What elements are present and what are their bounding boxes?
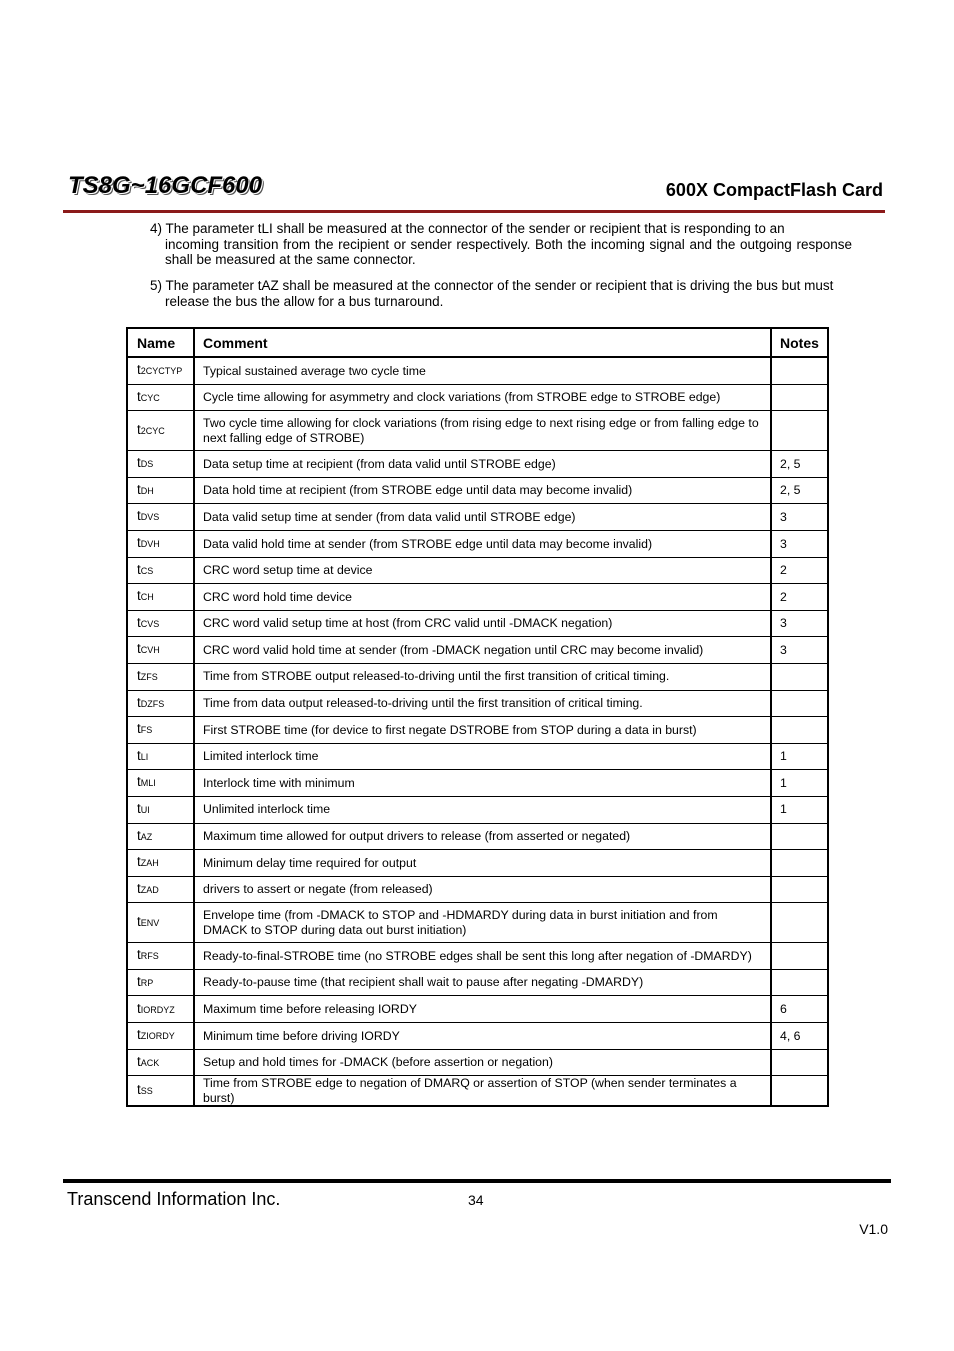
table-row — [127, 384, 828, 411]
param-notes — [771, 384, 828, 411]
table-row — [127, 663, 828, 690]
param-comment: Data valid hold time at sender (from STROBE edge until data may become invalid) — [194, 530, 771, 557]
param-comment: Data hold time at recipient (from STROBE edge until data may become invalid) — [194, 477, 771, 504]
param-comment: Time from STROBE edge to negation of DMARQ or assertion of STOP (when sender terminates a burst) — [194, 1076, 771, 1107]
table-row — [127, 557, 828, 584]
param-comment: Envelope time (from -DMACK to STOP and -HDMARDY during data in burst initiation and from DMACK to STOP during data out burst initiation) — [194, 903, 771, 943]
param-subscript: RFS — [140, 951, 159, 962]
param-subscript: DZFS — [140, 698, 165, 709]
param-notes — [771, 943, 828, 970]
table-row — [127, 1076, 828, 1107]
table-row — [127, 770, 828, 797]
param-notes: 2, 5 — [771, 477, 828, 504]
param-subscript: UI — [140, 804, 150, 815]
footer-divider — [63, 1179, 891, 1183]
param-subscript: ZFS — [140, 671, 158, 682]
param-symbol: t — [137, 774, 141, 790]
table-row — [127, 823, 828, 850]
table-body — [127, 357, 828, 1106]
param-name-cell — [127, 690, 194, 717]
param-comment: Minimum time before driving IORDY — [194, 1023, 771, 1050]
param-notes: 1 — [771, 743, 828, 770]
param-name-cell — [127, 504, 194, 531]
table-row — [127, 357, 828, 384]
table-row — [127, 1049, 828, 1076]
param-subscript: DS — [140, 459, 154, 470]
param-symbol: t — [137, 1000, 141, 1016]
page-number: 34 — [468, 1192, 484, 1208]
param-notes — [771, 357, 828, 384]
document-subtitle: 600X CompactFlash Card — [665, 180, 883, 200]
param-comment: Maximum time allowed for output drivers to release (from asserted or negated) — [194, 823, 771, 850]
param-subscript: RP — [140, 977, 154, 988]
param-name-cell — [127, 943, 194, 970]
param-notes — [771, 1076, 828, 1107]
param-symbol: t — [137, 947, 141, 963]
param-symbol: t — [137, 827, 141, 843]
param-name-cell — [127, 1023, 194, 1050]
table-row — [127, 850, 828, 877]
param-name-cell — [127, 477, 194, 504]
param-subscript: CVH — [140, 645, 160, 656]
param-symbol: t — [137, 388, 141, 404]
param-symbol: t — [137, 421, 141, 437]
note-4-rest: incoming transition from the recipient or sender respectively. Both the incoming signal and the outgoing response shall be measured at the same connector. — [165, 236, 852, 267]
table-row — [127, 637, 828, 664]
param-comment: First STROBE time (for device to first negate DSTROBE from STOP during a data in burst) — [194, 717, 771, 744]
param-symbol: t — [137, 914, 141, 930]
param-comment: Minimum delay time required for output — [194, 850, 771, 877]
table-row — [127, 411, 828, 451]
param-symbol: t — [137, 362, 141, 378]
param-name-cell — [127, 451, 194, 478]
param-notes: 3 — [771, 610, 828, 637]
note-5-first-line: 5) The parameter tAZ shall be measured at the connector of the sender or recipient that is driving the bus but must — [150, 278, 834, 293]
param-name-cell — [127, 637, 194, 664]
param-notes — [771, 876, 828, 903]
table-row — [127, 969, 828, 996]
param-comment: Time from STROBE output released-to-driving until the first transition of critical timing. — [194, 663, 771, 690]
param-symbol: t — [137, 667, 141, 683]
param-comment: Limited interlock time — [194, 743, 771, 770]
param-symbol: t — [137, 508, 141, 524]
param-symbol: t — [137, 973, 141, 989]
param-comment: Unlimited interlock time — [194, 796, 771, 823]
table-row — [127, 1023, 828, 1050]
param-comment: Time from data output released-to-driving until the first transition of critical timing. — [194, 690, 771, 717]
param-notes: 6 — [771, 996, 828, 1023]
param-name-cell — [127, 796, 194, 823]
table-row — [127, 717, 828, 744]
param-symbol: t — [137, 1082, 141, 1097]
param-name-cell — [127, 850, 194, 877]
note-5 — [150, 278, 868, 309]
table-row — [127, 796, 828, 823]
param-notes: 1 — [771, 796, 828, 823]
param-comment: Data setup time at recipient (from data valid until STROBE edge) — [194, 451, 771, 478]
param-symbol: t — [137, 588, 141, 604]
header-divider — [63, 210, 885, 213]
param-subscript: 2CYCTYP — [140, 366, 183, 377]
table-row — [127, 903, 828, 943]
param-comment: Interlock time with minimum — [194, 770, 771, 797]
table-row — [127, 530, 828, 557]
param-symbol: t — [137, 1027, 141, 1043]
param-symbol: t — [137, 614, 141, 630]
timing-parameters-table — [126, 327, 829, 1107]
param-comment: CRC word valid hold time at sender (from -DMACK negation until CRC may become invalid) — [194, 637, 771, 664]
param-notes: 2 — [771, 584, 828, 611]
param-notes: 2 — [771, 557, 828, 584]
table-row — [127, 584, 828, 611]
table-row — [127, 451, 828, 478]
param-subscript: ZAD — [140, 884, 159, 895]
param-symbol: t — [137, 800, 141, 816]
param-comment: CRC word valid setup time at host (from CRC valid until -DMACK negation) — [194, 610, 771, 637]
note-5-rest: release the bus the allow for a bus turnaround. — [165, 293, 444, 309]
table-row — [127, 743, 828, 770]
param-name-cell — [127, 557, 194, 584]
param-notes — [771, 823, 828, 850]
param-symbol: t — [137, 1053, 141, 1069]
param-comment: CRC word setup time at device — [194, 557, 771, 584]
param-subscript: LI — [140, 751, 149, 762]
param-subscript: IORDYZ — [140, 1004, 175, 1015]
header-notes: Notes — [771, 328, 828, 357]
param-notes — [771, 903, 828, 943]
param-notes — [771, 1049, 828, 1076]
param-symbol: t — [137, 455, 141, 471]
table-row — [127, 876, 828, 903]
param-comment: Data valid setup time at sender (from data valid until STROBE edge) — [194, 504, 771, 531]
table-row — [127, 996, 828, 1023]
header-name: Name — [127, 328, 194, 357]
note-4-first-line: 4) The parameter tLI shall be measured at the connector of the sender or recipient that is responding to an — [150, 221, 785, 236]
param-comment: Setup and hold times for -DMACK (before assertion or negation) — [194, 1049, 771, 1076]
param-name-cell — [127, 717, 194, 744]
header-comment: Comment — [194, 328, 771, 357]
param-comment: Ready-to-final-STROBE time (no STROBE edges shall be sent this long after negation of -DMARDY) — [194, 943, 771, 970]
param-symbol: t — [137, 481, 141, 497]
param-subscript: ZAH — [140, 858, 159, 869]
param-subscript: MLI — [140, 778, 156, 789]
document-version: V1.0 — [859, 1221, 888, 1237]
param-subscript: 2CYC — [140, 425, 165, 436]
param-subscript: DVH — [140, 539, 160, 550]
param-symbol: t — [137, 721, 141, 737]
param-name-cell — [127, 1076, 194, 1107]
table-row — [127, 477, 828, 504]
param-subscript: CVS — [140, 618, 160, 629]
param-comment: CRC word hold time device — [194, 584, 771, 611]
param-name-cell — [127, 411, 194, 451]
param-subscript: ACK — [140, 1057, 160, 1068]
param-subscript: FS — [140, 725, 153, 736]
param-notes — [771, 850, 828, 877]
param-name-cell — [127, 384, 194, 411]
param-name-cell — [127, 876, 194, 903]
param-symbol: t — [137, 854, 141, 870]
param-name-cell — [127, 584, 194, 611]
param-notes — [771, 411, 828, 451]
param-symbol: t — [137, 880, 141, 896]
table-row — [127, 610, 828, 637]
param-name-cell — [127, 823, 194, 850]
param-notes — [771, 690, 828, 717]
param-subscript: DVS — [140, 512, 160, 523]
param-comment: Cycle time allowing for asymmetry and clock variations (from STROBE edge to STROBE edge) — [194, 384, 771, 411]
param-subscript: SS — [140, 1086, 153, 1096]
param-subscript: DH — [140, 485, 154, 496]
company-name: Transcend Information Inc. — [67, 1189, 281, 1209]
param-name-cell — [127, 770, 194, 797]
param-symbol: t — [137, 747, 141, 763]
param-comment: Two cycle time allowing for clock variations (from rising edge to next rising edge or from falling edge to next falling edge of STROBE) — [194, 411, 771, 451]
table-header-row — [127, 328, 828, 357]
param-subscript: ZIORDY — [140, 1031, 175, 1042]
param-notes — [771, 969, 828, 996]
param-name-cell — [127, 969, 194, 996]
param-comment: Typical sustained average two cycle time — [194, 357, 771, 384]
param-notes: 3 — [771, 637, 828, 664]
product-title: TS8G~16GCF600 — [68, 172, 263, 199]
param-symbol: t — [137, 694, 141, 710]
param-comment: drivers to assert or negate (from released) — [194, 876, 771, 903]
table-row — [127, 690, 828, 717]
param-subscript: AZ — [140, 831, 153, 842]
param-name-cell — [127, 743, 194, 770]
param-subscript: CS — [140, 565, 154, 576]
param-subscript: CYC — [140, 392, 160, 403]
param-subscript: ENV — [140, 918, 160, 929]
param-comment: Maximum time before releasing IORDY — [194, 996, 771, 1023]
param-name-cell — [127, 357, 194, 384]
param-notes — [771, 663, 828, 690]
param-name-cell — [127, 996, 194, 1023]
param-notes: 3 — [771, 504, 828, 531]
param-name-cell — [127, 903, 194, 943]
table-row — [127, 504, 828, 531]
param-name-cell — [127, 610, 194, 637]
param-name-cell — [127, 530, 194, 557]
param-notes: 1 — [771, 770, 828, 797]
param-notes: 4, 6 — [771, 1023, 828, 1050]
param-symbol: t — [137, 641, 141, 657]
param-symbol: t — [137, 561, 141, 577]
param-name-cell — [127, 1049, 194, 1076]
param-symbol: t — [137, 535, 141, 551]
note-4 — [150, 221, 852, 268]
param-notes: 3 — [771, 530, 828, 557]
param-subscript: CH — [140, 592, 154, 603]
param-notes: 2, 5 — [771, 451, 828, 478]
table-row — [127, 943, 828, 970]
param-notes — [771, 717, 828, 744]
param-comment: Ready-to-pause time (that recipient shall wait to pause after negating -DMARDY) — [194, 969, 771, 996]
param-name-cell — [127, 663, 194, 690]
